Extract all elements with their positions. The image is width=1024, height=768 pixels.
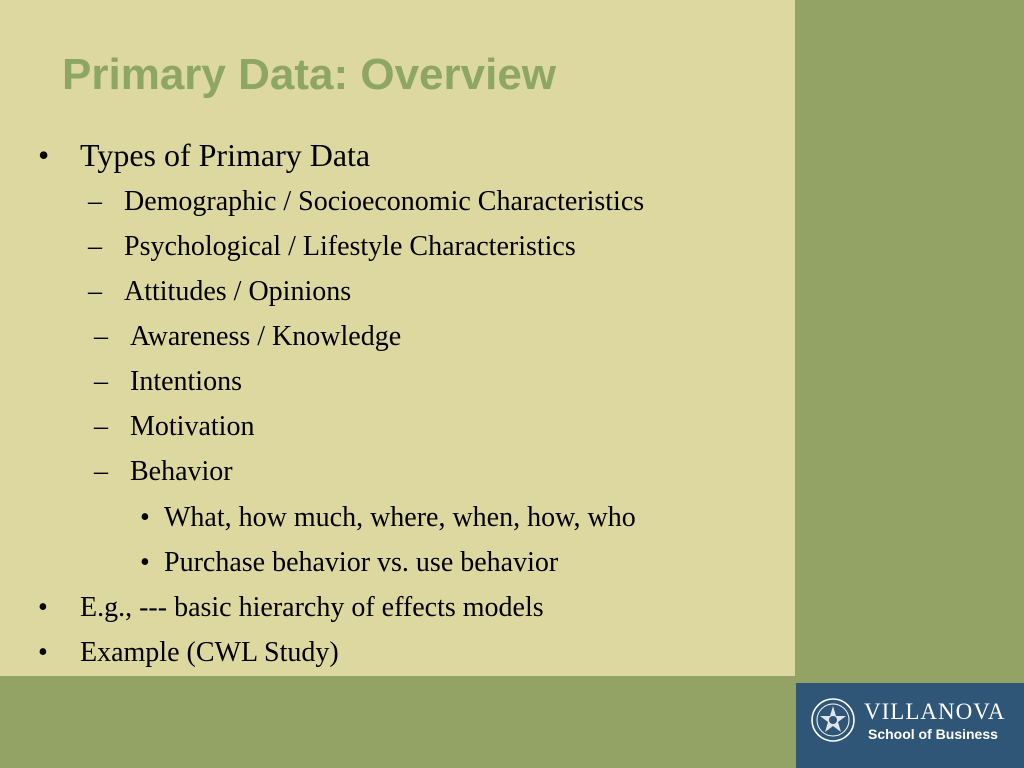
dash-marker: –	[94, 366, 108, 397]
dash-marker: –	[94, 321, 108, 352]
dash-marker: –	[94, 411, 108, 442]
dash-marker: –	[94, 456, 108, 487]
dash-marker: –	[88, 276, 102, 307]
sub-bullet-text: Motivation	[130, 411, 255, 442]
bottom-decorative-band	[0, 676, 795, 768]
sub-bullet-text: Attitudes / Opinions	[124, 276, 352, 307]
logo-subtitle: School of Business	[868, 726, 998, 742]
dash-marker: –	[88, 231, 102, 262]
bullet-marker: •	[38, 137, 50, 173]
sub-bullet-text: Awareness / Knowledge	[130, 321, 402, 352]
bullet-text: Types of Primary Data	[80, 137, 371, 173]
dash-marker: –	[88, 186, 102, 217]
bullet-marker: •	[38, 592, 48, 623]
sub-bullet-text: Behavior	[130, 456, 233, 487]
sub-bullet-text: Demographic / Socioeconomic Characteristics	[124, 186, 645, 217]
slide-title: Primary Data: Overview	[62, 50, 557, 99]
sub-sub-bullet-text: What, how much, where, when, how, who	[164, 502, 636, 533]
bullet-text: E.g., --- basic hierarchy of effects models	[80, 592, 544, 623]
villanova-seal-icon	[810, 697, 856, 743]
sub-bullet-text: Psychological / Lifestyle Characteristics	[124, 231, 576, 262]
bullet-marker: •	[38, 637, 48, 668]
bullet-text: Example (CWL Study)	[80, 637, 339, 668]
sub-sub-bullet-text: Purchase behavior vs. use behavior	[164, 547, 559, 578]
bullet-marker: •	[140, 502, 150, 533]
villanova-logo	[796, 683, 1024, 768]
right-decorative-band	[795, 0, 1024, 682]
sub-bullet-text: Intentions	[130, 366, 242, 397]
logo-name: VILLANOVA	[864, 699, 1006, 724]
bullet-marker: •	[140, 547, 150, 578]
